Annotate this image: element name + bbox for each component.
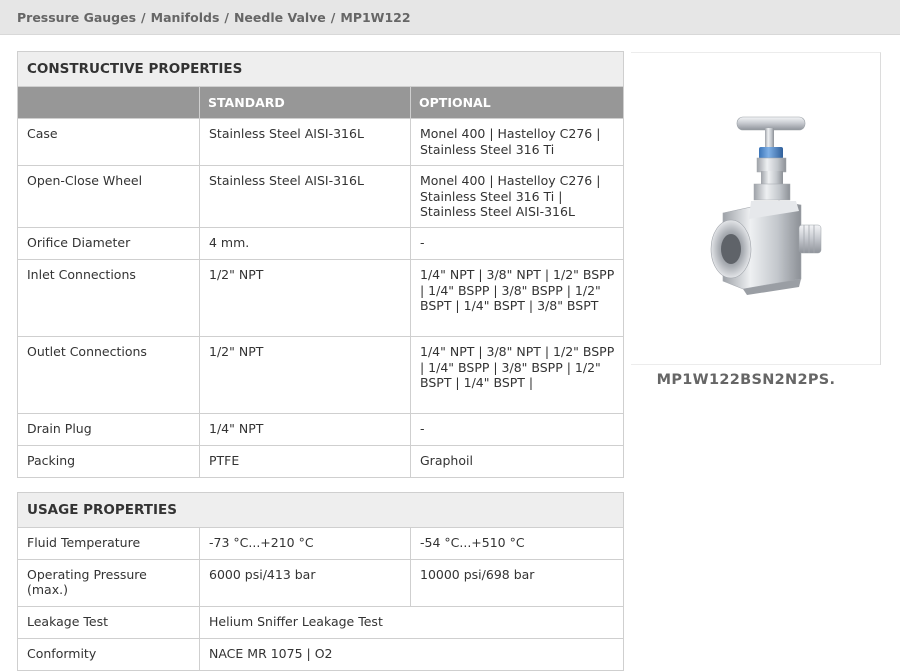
row-label: Orifice Diameter [18,228,200,260]
breadcrumb-pressure-gauges[interactable]: Pressure Gauges [17,10,137,25]
row-optional: Monel 400 | Hastelloy C276 | Stainless Steel 316 Ti | Stainless Steel AISI-316L [411,166,624,228]
header-standard: STANDARD [200,87,411,119]
needle-valve-image[interactable] [631,53,880,365]
constructive-properties-title: CONSTRUCTIVE PROPERTIES [18,52,624,87]
row-label: Open-Close Wheel [18,166,200,228]
row-optional: 10000 psi/698 bar [411,560,624,606]
row-standard: 1/2" NPT [200,337,411,414]
row-label: Fluid Temperature [18,528,200,560]
table-row [18,260,624,337]
table-row [18,228,624,260]
breadcrumb-manifolds[interactable]: Manifolds [150,10,220,25]
row-label: Leakage Test [18,606,200,638]
row-standard: 6000 psi/413 bar [200,560,411,606]
breadcrumb-separator: / [224,10,229,25]
row-optional: 1/4" NPT | 3/8" NPT | 1/2" BSPP | 1/4" BSPP | 3/8" BSPP | 1/2" BSPT | 1/4" BSPT | 3/8" BSPT [411,260,624,337]
row-optional: Graphoil [411,446,624,478]
row-standard: 1/4" NPT [200,414,411,446]
row-optional: - [411,414,624,446]
row-optional: Monel 400 | Hastelloy C276 | Stainless Steel 316 Ti [411,119,624,166]
table-row [18,166,624,228]
row-label: Drain Plug [18,414,200,446]
row-label: Packing [18,446,200,478]
header-optional: OPTIONAL [411,87,624,119]
row-standard: PTFE [200,446,411,478]
breadcrumb-current: MP1W122 [340,10,411,25]
row-label: Conformity [18,638,200,670]
product-image-frame [631,52,881,365]
table-row [18,446,624,478]
row-optional: -54 °C...+510 °C [411,528,624,560]
row-label: Case [18,119,200,166]
table-row [18,638,624,670]
breadcrumb-needle-valve[interactable]: Needle Valve [233,10,326,25]
row-label: Operating Pressure (max.) [18,560,200,606]
breadcrumb [17,10,411,25]
row-optional: - [411,228,624,260]
table-row [18,414,624,446]
row-value: Helium Sniffer Leakage Test [200,606,624,638]
table-row [18,528,624,560]
row-optional: 1/4" NPT | 3/8" NPT | 1/2" BSPP | 1/4" BSPP | 3/8" BSPP | 1/2" BSPT | 1/4" BSPT | [411,337,624,414]
table-row [18,119,624,166]
constructive-properties-table [17,51,624,478]
row-standard: 4 mm. [200,228,411,260]
header-blank [18,87,200,119]
row-standard: Stainless Steel AISI-316L [200,166,411,228]
product-model-code: MP1W122BSN2N2PS. [656,372,836,388]
breadcrumb-separator: / [330,10,336,25]
table-row [18,560,624,606]
row-standard: Stainless Steel AISI-316L [200,119,411,166]
usage-properties-table [17,492,624,671]
breadcrumb-bar [0,0,900,35]
usage-properties-title: USAGE PROPERTIES [18,493,624,528]
table-row [18,606,624,638]
row-label: Inlet Connections [18,260,200,337]
row-standard: 1/2" NPT [200,260,411,337]
product-image-divider [631,364,880,365]
table-row [18,337,624,414]
row-label: Outlet Connections [18,337,200,414]
row-standard: -73 °C...+210 °C [200,528,411,560]
row-value: NACE MR 1075 | O2 [200,638,624,670]
breadcrumb-separator: / [141,10,146,25]
